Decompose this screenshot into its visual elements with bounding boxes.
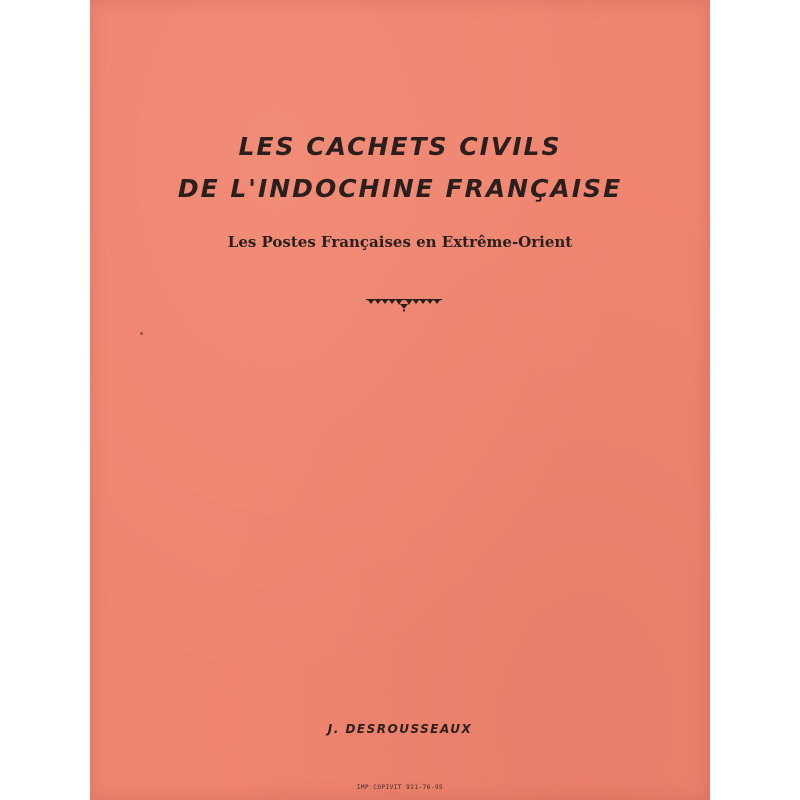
book-cover [90, 0, 710, 800]
author-name: J. DESROUSSEAUX [327, 722, 473, 736]
paper-speck [140, 332, 143, 335]
title-line-1: LES CACHETS CIVILS [238, 132, 562, 161]
decorative-rule-ornament-icon [366, 296, 442, 314]
printer-imprint: IMP COPIVIT 921-76-95 [356, 784, 444, 791]
subtitle: Les Postes Françaises en Extrême-Orient [227, 233, 573, 251]
title-line-2: DE L'INDOCHINE FRANÇAISE [177, 174, 623, 203]
